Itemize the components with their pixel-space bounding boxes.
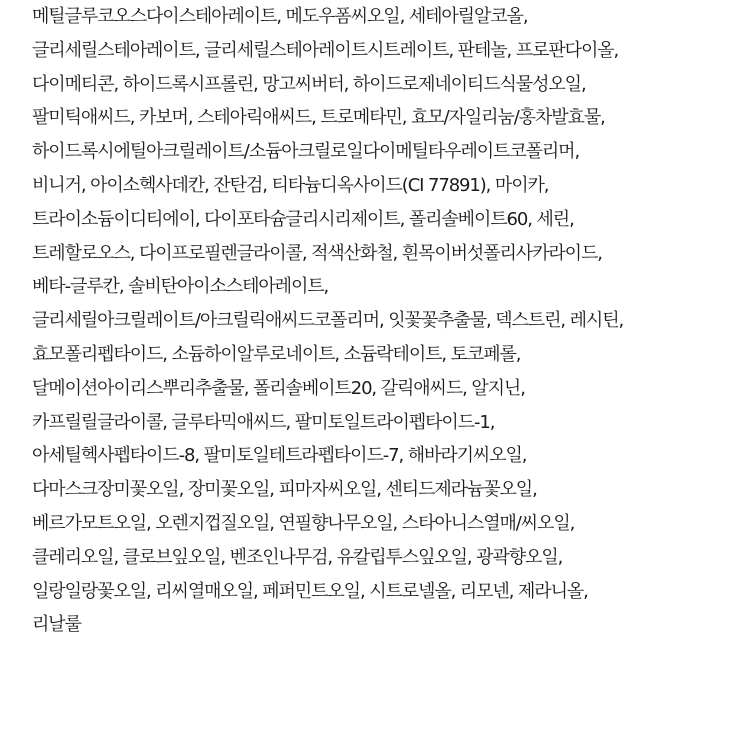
ingredient-line: 달메이션아이리스뿌리추출물, 폴리솔베이트20, 갈릭애씨드, 알지닌, [32, 377, 525, 399]
ingredient-line: 하이드록시에틸아크릴레이트/소듐아크릴로일다이메틸타우레이트코폴리머, [32, 141, 580, 163]
ingredient-line: 카프릴릴글라이콜, 글루타믹애씨드, 팔미토일트라이펩타이드-1, [32, 411, 495, 433]
ingredient-line: 비니거, 아이소헥사데칸, 잔탄검, 티타늄디옥사이드(CI 77891), 마이카, [32, 174, 549, 196]
ingredient-line: 메틸글루코오스다이스테아레이트, 메도우폼씨오일, 세테아릴알코올, [32, 6, 528, 27]
ingredient-line: 베르가모트오일, 오렌지껍질오일, 연필향나무오일, 스타아니스열매/씨오일, [32, 512, 575, 534]
ingredient-line: 아세틸헥사펩타이드-8, 팔미토일테트라펩타이드-7, 해바라기씨오일, [32, 445, 527, 467]
ingredient-line: 다마스크장미꽃오일, 장미꽃오일, 피마자씨오일, 센티드제라늄꽃오일, [32, 479, 537, 501]
ingredient-line: 글리세릴아크릴레이트/아크릴릭애씨드코폴리머, 잇꽃꽃추출물, 덱스트린, 레시틴, [32, 310, 624, 332]
ingredient-line: 효모폴리펩타이드, 소듐하이알루로네이트, 소듐락테이트, 토코페롤, [32, 343, 521, 365]
ingredient-line: 트레할로오스, 다이프로필렌글라이콜, 적색산화철, 흰목이버섯폴리사카라이드, [32, 242, 602, 264]
ingredient-line: 다이메티콘, 하이드록시프롤린, 망고씨버터, 하이드로제네이티드식물성오일, [32, 73, 586, 95]
ingredient-line: 리날룰 [32, 614, 81, 636]
ingredient-line: 트라이소듐이디티에이, 다이포타슘글리시리제이트, 폴리솔베이트60, 세린, [32, 208, 574, 230]
ingredient-line: 팔미틱애씨드, 카보머, 스테아릭애씨드, 트로메타민, 효모/자일리눔/홍차발효물, [32, 107, 605, 129]
ingredient-line: 베타-글루칸, 솔비탄아이소스테아레이트, [32, 276, 329, 298]
ingredient-list [32, 0, 737, 642]
ingredient-line: 일랑일랑꽃오일, 리씨열매오일, 페퍼민트오일, 시트로넬올, 리모넨, 제라니올, [32, 580, 588, 602]
ingredient-line: 글리세릴스테아레이트, 글리세릴스테아레이트시트레이트, 판테놀, 프로판다이올, [32, 39, 619, 61]
ingredient-line: 클레리오일, 클로브잎오일, 벤조인나무검, 유칼립투스잎오일, 광곽향오일, [32, 546, 563, 568]
